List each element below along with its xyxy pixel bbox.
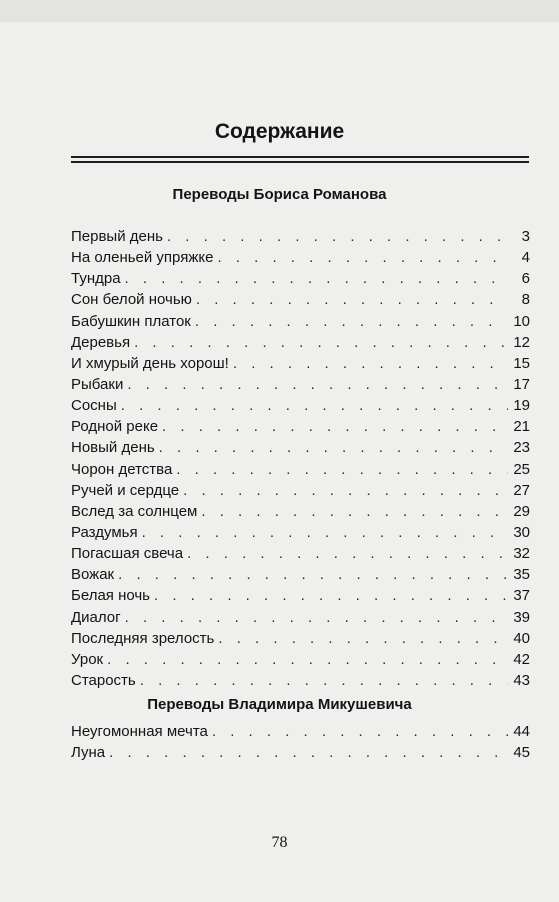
toc-entry	[71, 607, 530, 628]
dot-leader	[218, 628, 508, 649]
toc-entry-title: Первый день	[71, 228, 163, 245]
toc-entry-page: 29	[513, 502, 530, 520]
toc-entry-page: 15	[513, 354, 530, 372]
toc-entry	[71, 247, 530, 268]
toc-entry-title: Раздумья	[71, 523, 138, 541]
dot-leader	[118, 564, 508, 585]
toc-entry	[71, 480, 530, 501]
toc-entry	[71, 353, 530, 374]
toc-entry-page: 43	[513, 671, 530, 689]
toc-entry	[71, 437, 530, 458]
toc-entry	[71, 721, 530, 742]
page-number: 78	[271, 834, 288, 851]
dot-leader	[159, 437, 508, 458]
toc-list-romanov	[71, 226, 530, 691]
toc-entry	[71, 374, 530, 395]
toc-entry-title: Рыбаки	[71, 375, 124, 393]
dot-leader	[162, 416, 508, 437]
dot-leader	[195, 311, 508, 332]
dot-leader	[167, 226, 508, 247]
section-heading-mikushevich: Переводы Владимира Микушевича	[147, 696, 412, 713]
toc-entry-title: Вожак	[71, 566, 115, 584]
toc-entry	[71, 585, 530, 606]
toc-entry-title: Тундра	[71, 270, 121, 288]
toc-entry-page: 35	[513, 566, 530, 584]
dot-leader	[233, 353, 508, 374]
toc-entry	[71, 628, 530, 649]
toc-entry-page: 12	[513, 333, 530, 351]
toc-entry-title: Урок	[71, 650, 104, 668]
toc-entry-title: Сосны	[71, 397, 117, 415]
toc-entry-page: 10	[513, 312, 530, 330]
toc-entry	[71, 459, 530, 480]
toc-entry-title: Вслед за солнцем	[71, 502, 198, 520]
toc-entry-page: 6	[521, 270, 530, 288]
title-rule-lower	[71, 161, 529, 163]
toc-entry	[71, 311, 530, 332]
toc-entry-title: Неугомонная мечта	[71, 723, 208, 740]
toc-entry-page: 30	[513, 523, 530, 541]
toc-entry-page: 23	[513, 439, 530, 457]
title-rule-upper	[71, 156, 529, 158]
toc-entry-page: 45	[513, 744, 530, 762]
toc-entry-title: Сон белой ночью	[71, 291, 192, 309]
toc-entry-page: 27	[513, 481, 530, 499]
toc-entry	[71, 564, 530, 585]
toc-entry-page: 4	[521, 249, 530, 267]
toc-entry	[71, 268, 530, 289]
toc-entry-title: Луна	[71, 744, 106, 762]
toc-entry	[71, 522, 530, 543]
toc-entry	[71, 416, 530, 437]
toc-entry	[71, 395, 530, 416]
toc-entry-title: Ручей и сердце	[71, 481, 180, 499]
toc-entry-page: 40	[513, 629, 530, 647]
toc-entry-title: Родной реке	[71, 418, 159, 436]
dot-leader	[217, 247, 508, 268]
toc-entry-title: Новый день	[71, 439, 155, 457]
toc-entry-title: На оленьей упряжке	[71, 249, 214, 267]
dot-leader	[121, 395, 508, 416]
dot-leader	[176, 459, 508, 480]
toc-entry-title: Чорон детства	[71, 460, 173, 478]
toc-entry-title: Белая ночь	[71, 587, 150, 605]
dot-leader	[140, 670, 508, 691]
toc-entry	[71, 670, 530, 691]
toc-entry-page: 17	[513, 375, 530, 393]
dot-leader	[154, 585, 508, 606]
toc-entry-title: И хмурый день хорош!	[71, 354, 229, 372]
dot-leader	[201, 501, 508, 522]
toc-entry-page: 44	[513, 723, 530, 740]
toc-entry-page: 21	[513, 418, 530, 436]
toc-entry-page: 32	[513, 545, 530, 563]
toc-entry	[71, 543, 530, 564]
dot-leader	[187, 543, 508, 564]
toc-entry-title: Последняя зрелость	[71, 629, 215, 647]
dot-leader	[125, 268, 508, 289]
toc-list-mikushevich	[71, 721, 530, 763]
dot-leader	[134, 332, 508, 353]
toc-entry-title: Деревья	[71, 333, 131, 351]
toc-entry-page: 25	[513, 460, 530, 478]
section-heading-romanov: Переводы Бориса Романова	[172, 186, 387, 203]
scan-edge	[0, 0, 559, 22]
dot-leader	[127, 374, 508, 395]
toc-entry	[71, 742, 530, 763]
toc-entry-page: 42	[513, 650, 530, 668]
dot-leader	[183, 480, 508, 501]
toc-entry	[71, 501, 530, 522]
toc-entry-page: 3	[521, 228, 530, 245]
toc-entry-title: Старость	[71, 671, 136, 689]
dot-leader	[212, 721, 508, 742]
toc-entry-title: Диалог	[71, 608, 121, 626]
toc-entry	[71, 289, 530, 310]
toc-entry-page: 8	[521, 291, 530, 309]
page-title: Содержание	[214, 120, 345, 143]
dot-leader	[196, 289, 508, 310]
toc-entry	[71, 332, 530, 353]
toc-entry-page: 37	[513, 587, 530, 605]
toc-entry-title: Погасшая свеча	[71, 545, 184, 563]
toc-entry	[71, 649, 530, 670]
dot-leader	[109, 742, 508, 763]
toc-entry	[71, 226, 530, 247]
toc-entry-page: 19	[513, 397, 530, 415]
dot-leader	[125, 607, 508, 628]
dot-leader	[142, 522, 508, 543]
dot-leader	[107, 649, 508, 670]
toc-entry-title: Бабушкин платок	[71, 312, 191, 330]
toc-entry-page: 39	[513, 608, 530, 626]
